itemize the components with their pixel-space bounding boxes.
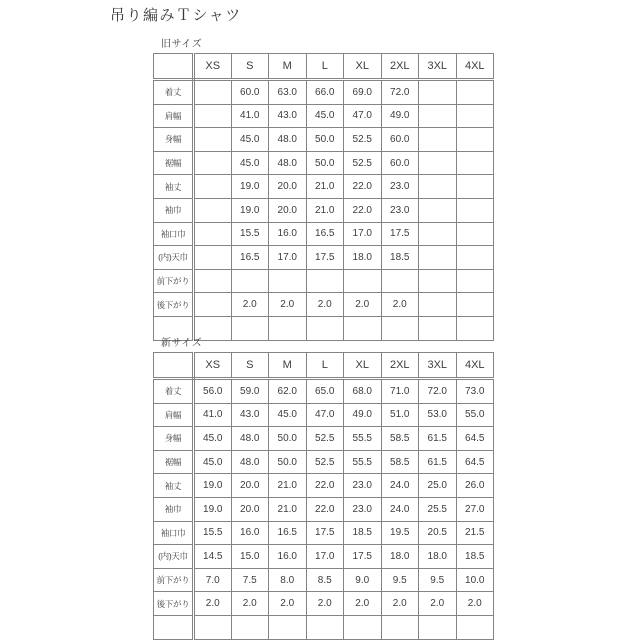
measurement-row-label: 前下がり — [154, 568, 194, 592]
size-value-cell: 52.5 — [306, 450, 344, 474]
size-value-cell: 43.0 — [269, 104, 307, 128]
measurement-row-label: 身幅 — [154, 427, 194, 451]
size-value-cell — [456, 128, 494, 152]
new-size-label: 新サイズ — [161, 338, 203, 349]
size-value-cell — [456, 293, 494, 317]
measurement-row — [154, 104, 494, 128]
size-value-cell: 2.0 — [344, 592, 382, 616]
measurement-row — [154, 269, 494, 293]
size-value-cell — [306, 615, 344, 639]
size-value-cell: 52.5 — [306, 427, 344, 451]
measurement-row — [154, 497, 494, 521]
size-value-cell: 21.5 — [456, 521, 494, 545]
size-value-cell — [419, 293, 457, 317]
size-column-header: S — [231, 54, 269, 80]
size-value-cell — [194, 222, 232, 246]
size-column-header: L — [306, 353, 344, 379]
size-value-cell: 72.0 — [419, 379, 457, 404]
size-value-cell — [419, 128, 457, 152]
size-value-cell — [194, 293, 232, 317]
size-value-cell: 22.0 — [344, 198, 382, 222]
size-value-cell — [456, 151, 494, 175]
size-value-cell: 56.0 — [194, 379, 232, 404]
size-value-cell — [419, 222, 457, 246]
size-value-cell — [456, 198, 494, 222]
size-value-cell: 52.5 — [344, 128, 382, 152]
size-value-cell: 61.5 — [419, 450, 457, 474]
size-value-cell: 43.0 — [231, 403, 269, 427]
measurement-row-label: 袖巾 — [154, 497, 194, 521]
size-value-cell: 50.0 — [269, 450, 307, 474]
size-value-cell: 17.5 — [306, 521, 344, 545]
size-value-cell — [419, 246, 457, 270]
size-value-cell: 45.0 — [194, 450, 232, 474]
size-value-cell — [419, 104, 457, 128]
size-value-cell: 73.0 — [456, 379, 494, 404]
size-value-cell: 2.0 — [306, 592, 344, 616]
size-value-cell — [194, 615, 232, 639]
measurement-row — [154, 246, 494, 270]
size-column-header: XS — [194, 353, 232, 379]
size-value-cell: 20.5 — [419, 521, 457, 545]
size-value-cell: 23.0 — [381, 175, 419, 199]
old-size-table — [153, 53, 494, 341]
size-value-cell — [344, 615, 382, 639]
size-value-cell: 64.5 — [456, 450, 494, 474]
size-column-header: XL — [344, 54, 382, 80]
size-value-cell: 50.0 — [269, 427, 307, 451]
size-value-cell: 23.0 — [381, 198, 419, 222]
size-value-cell: 9.5 — [419, 568, 457, 592]
size-value-cell: 60.0 — [381, 128, 419, 152]
size-value-cell: 2.0 — [269, 592, 307, 616]
size-value-cell — [419, 80, 457, 105]
size-value-cell: 2.0 — [231, 592, 269, 616]
size-column-header: 4XL — [456, 353, 494, 379]
size-value-cell: 53.0 — [419, 403, 457, 427]
size-value-cell: 18.5 — [344, 521, 382, 545]
size-value-cell: 64.5 — [456, 427, 494, 451]
measurement-row-label: 袖丈 — [154, 175, 194, 199]
size-value-cell: 19.0 — [231, 175, 269, 199]
size-value-cell: 50.0 — [306, 128, 344, 152]
size-column-header: M — [269, 353, 307, 379]
size-value-cell: 72.0 — [381, 80, 419, 105]
size-value-cell: 15.5 — [231, 222, 269, 246]
size-value-cell: 48.0 — [231, 427, 269, 451]
measurement-row-label — [154, 615, 194, 639]
measurement-row — [154, 198, 494, 222]
measurement-row-label: 着丈 — [154, 80, 194, 105]
new-size-table — [153, 352, 494, 640]
size-column-header: 2XL — [381, 353, 419, 379]
size-value-cell: 59.0 — [231, 379, 269, 404]
size-value-cell: 17.0 — [269, 246, 307, 270]
size-value-cell: 15.0 — [231, 545, 269, 569]
size-column-header: 4XL — [456, 54, 494, 80]
size-column-header: XS — [194, 54, 232, 80]
size-value-cell: 8.5 — [306, 568, 344, 592]
corner-cell — [154, 353, 194, 379]
size-value-cell: 16.0 — [269, 545, 307, 569]
size-value-cell: 16.0 — [269, 222, 307, 246]
size-value-cell: 24.0 — [381, 474, 419, 498]
size-value-cell — [419, 615, 457, 639]
size-value-cell: 51.0 — [381, 403, 419, 427]
size-value-cell: 61.5 — [419, 427, 457, 451]
size-value-cell — [456, 104, 494, 128]
size-value-cell: 49.0 — [344, 403, 382, 427]
size-value-cell: 20.0 — [231, 497, 269, 521]
size-value-cell: 45.0 — [269, 403, 307, 427]
size-value-cell: 16.0 — [231, 521, 269, 545]
size-column-header: L — [306, 54, 344, 80]
size-value-cell: 2.0 — [269, 293, 307, 317]
size-value-cell: 25.0 — [419, 474, 457, 498]
size-value-cell — [194, 128, 232, 152]
size-value-cell: 22.0 — [306, 474, 344, 498]
size-value-cell: 19.0 — [194, 497, 232, 521]
size-value-cell: 14.5 — [194, 545, 232, 569]
measurement-row-label: 身幅 — [154, 128, 194, 152]
size-value-cell: 2.0 — [194, 592, 232, 616]
size-value-cell: 2.0 — [456, 592, 494, 616]
measurement-row — [154, 545, 494, 569]
measurement-row — [154, 379, 494, 404]
size-value-cell: 17.0 — [344, 222, 382, 246]
size-value-cell: 18.5 — [456, 545, 494, 569]
size-value-cell — [194, 175, 232, 199]
size-column-header: 3XL — [419, 54, 457, 80]
size-value-cell: 17.5 — [344, 545, 382, 569]
size-value-cell: 20.0 — [231, 474, 269, 498]
size-value-cell: 68.0 — [344, 379, 382, 404]
size-value-cell: 45.0 — [194, 427, 232, 451]
size-value-cell — [194, 246, 232, 270]
size-column-header: M — [269, 54, 307, 80]
size-value-cell — [419, 151, 457, 175]
size-value-cell — [269, 269, 307, 293]
size-header-row — [154, 353, 494, 379]
size-value-cell: 26.0 — [456, 474, 494, 498]
size-value-cell: 18.0 — [344, 246, 382, 270]
measurement-row — [154, 592, 494, 616]
size-value-cell: 9.0 — [344, 568, 382, 592]
size-column-header: 2XL — [381, 54, 419, 80]
measurement-row-label: 袖丈 — [154, 474, 194, 498]
measurement-row-label: 裾幅 — [154, 450, 194, 474]
size-value-cell: 50.0 — [306, 151, 344, 175]
size-value-cell: 22.0 — [306, 497, 344, 521]
size-value-cell — [456, 246, 494, 270]
measurement-row — [154, 521, 494, 545]
size-value-cell: 58.5 — [381, 450, 419, 474]
size-value-cell — [194, 104, 232, 128]
measurement-row — [154, 568, 494, 592]
size-value-cell: 2.0 — [344, 293, 382, 317]
size-value-cell: 47.0 — [306, 403, 344, 427]
size-value-cell: 16.5 — [231, 246, 269, 270]
size-value-cell: 45.0 — [231, 128, 269, 152]
size-value-cell: 49.0 — [381, 104, 419, 128]
size-value-cell: 15.5 — [194, 521, 232, 545]
size-value-cell: 16.5 — [306, 222, 344, 246]
size-value-cell: 60.0 — [381, 151, 419, 175]
size-value-cell: 2.0 — [381, 293, 419, 317]
size-value-cell: 62.0 — [269, 379, 307, 404]
size-column-header: XL — [344, 353, 382, 379]
page-title: 吊り編みＴシャツ — [110, 7, 242, 24]
measurement-row — [154, 403, 494, 427]
size-value-cell — [306, 269, 344, 293]
measurement-row-label: (内)天巾 — [154, 246, 194, 270]
measurement-row — [154, 474, 494, 498]
size-value-cell — [231, 615, 269, 639]
size-value-cell: 17.5 — [306, 246, 344, 270]
size-value-cell — [456, 175, 494, 199]
size-value-cell: 45.0 — [306, 104, 344, 128]
size-value-cell — [456, 269, 494, 293]
size-value-cell: 66.0 — [306, 80, 344, 105]
measurement-row-label: (内)天巾 — [154, 545, 194, 569]
corner-cell — [154, 54, 194, 80]
size-value-cell: 48.0 — [269, 151, 307, 175]
measurement-row — [154, 222, 494, 246]
measurement-row-label: 後下がり — [154, 592, 194, 616]
measurement-row — [154, 615, 494, 639]
measurement-row — [154, 151, 494, 175]
size-header-row — [154, 54, 494, 80]
measurement-row-label: 裾幅 — [154, 151, 194, 175]
size-value-cell — [269, 615, 307, 639]
size-value-cell: 21.0 — [269, 497, 307, 521]
size-value-cell: 23.0 — [344, 474, 382, 498]
size-value-cell: 7.0 — [194, 568, 232, 592]
measurement-row-label: 袖巾 — [154, 198, 194, 222]
size-value-cell: 27.0 — [456, 497, 494, 521]
size-value-cell: 60.0 — [231, 80, 269, 105]
size-value-cell — [194, 198, 232, 222]
measurement-row-label: 袖口巾 — [154, 222, 194, 246]
size-value-cell: 21.0 — [306, 198, 344, 222]
size-value-cell: 24.0 — [381, 497, 419, 521]
old-size-section — [153, 35, 513, 341]
size-value-cell: 2.0 — [381, 592, 419, 616]
size-value-cell: 63.0 — [269, 80, 307, 105]
size-value-cell: 18.0 — [419, 545, 457, 569]
measurement-row-label: 前下がり — [154, 269, 194, 293]
measurement-row-label: 後下がり — [154, 293, 194, 317]
measurement-row — [154, 175, 494, 199]
measurement-row-label: 袖口巾 — [154, 521, 194, 545]
size-column-header: S — [231, 353, 269, 379]
size-value-cell — [194, 80, 232, 105]
size-column-header: 3XL — [419, 353, 457, 379]
size-value-cell: 55.5 — [344, 427, 382, 451]
size-value-cell: 45.0 — [231, 151, 269, 175]
size-value-cell: 2.0 — [306, 293, 344, 317]
size-value-cell: 20.0 — [269, 175, 307, 199]
size-value-cell: 22.0 — [344, 175, 382, 199]
size-value-cell — [456, 80, 494, 105]
size-value-cell: 41.0 — [194, 403, 232, 427]
size-value-cell: 58.5 — [381, 427, 419, 451]
size-value-cell — [231, 269, 269, 293]
size-value-cell: 8.0 — [269, 568, 307, 592]
size-value-cell: 17.0 — [306, 545, 344, 569]
measurement-row-label: 肩幅 — [154, 403, 194, 427]
size-value-cell: 2.0 — [419, 592, 457, 616]
measurement-row-label: 肩幅 — [154, 104, 194, 128]
size-value-cell: 16.5 — [269, 521, 307, 545]
size-value-cell: 19.0 — [231, 198, 269, 222]
size-value-cell: 71.0 — [381, 379, 419, 404]
size-value-cell: 52.5 — [344, 151, 382, 175]
size-value-cell: 21.0 — [306, 175, 344, 199]
size-value-cell — [419, 175, 457, 199]
size-value-cell: 48.0 — [231, 450, 269, 474]
size-value-cell: 18.5 — [381, 246, 419, 270]
size-value-cell — [456, 222, 494, 246]
old-size-label: 旧サイズ — [161, 39, 203, 50]
size-value-cell: 48.0 — [269, 128, 307, 152]
size-value-cell: 23.0 — [344, 497, 382, 521]
size-value-cell — [381, 269, 419, 293]
size-value-cell: 17.5 — [381, 222, 419, 246]
measurement-row-label: 着丈 — [154, 379, 194, 404]
size-value-cell: 65.0 — [306, 379, 344, 404]
size-value-cell: 19.5 — [381, 521, 419, 545]
size-value-cell — [194, 151, 232, 175]
measurement-row — [154, 427, 494, 451]
size-value-cell: 55.0 — [456, 403, 494, 427]
size-value-cell — [344, 269, 382, 293]
size-value-cell: 19.0 — [194, 474, 232, 498]
size-value-cell: 25.5 — [419, 497, 457, 521]
size-value-cell: 21.0 — [269, 474, 307, 498]
size-value-cell — [419, 269, 457, 293]
size-value-cell: 9.5 — [381, 568, 419, 592]
size-value-cell — [419, 198, 457, 222]
measurement-row — [154, 128, 494, 152]
size-value-cell: 41.0 — [231, 104, 269, 128]
size-value-cell — [456, 615, 494, 639]
size-value-cell: 2.0 — [231, 293, 269, 317]
size-value-cell: 20.0 — [269, 198, 307, 222]
size-value-cell — [194, 269, 232, 293]
size-value-cell — [381, 615, 419, 639]
new-size-section — [153, 334, 513, 640]
measurement-row — [154, 80, 494, 105]
measurement-row — [154, 293, 494, 317]
size-value-cell: 18.0 — [381, 545, 419, 569]
size-value-cell: 55.5 — [344, 450, 382, 474]
size-value-cell: 7.5 — [231, 568, 269, 592]
measurement-row — [154, 450, 494, 474]
size-value-cell: 47.0 — [344, 104, 382, 128]
size-value-cell: 69.0 — [344, 80, 382, 105]
size-value-cell: 10.0 — [456, 568, 494, 592]
